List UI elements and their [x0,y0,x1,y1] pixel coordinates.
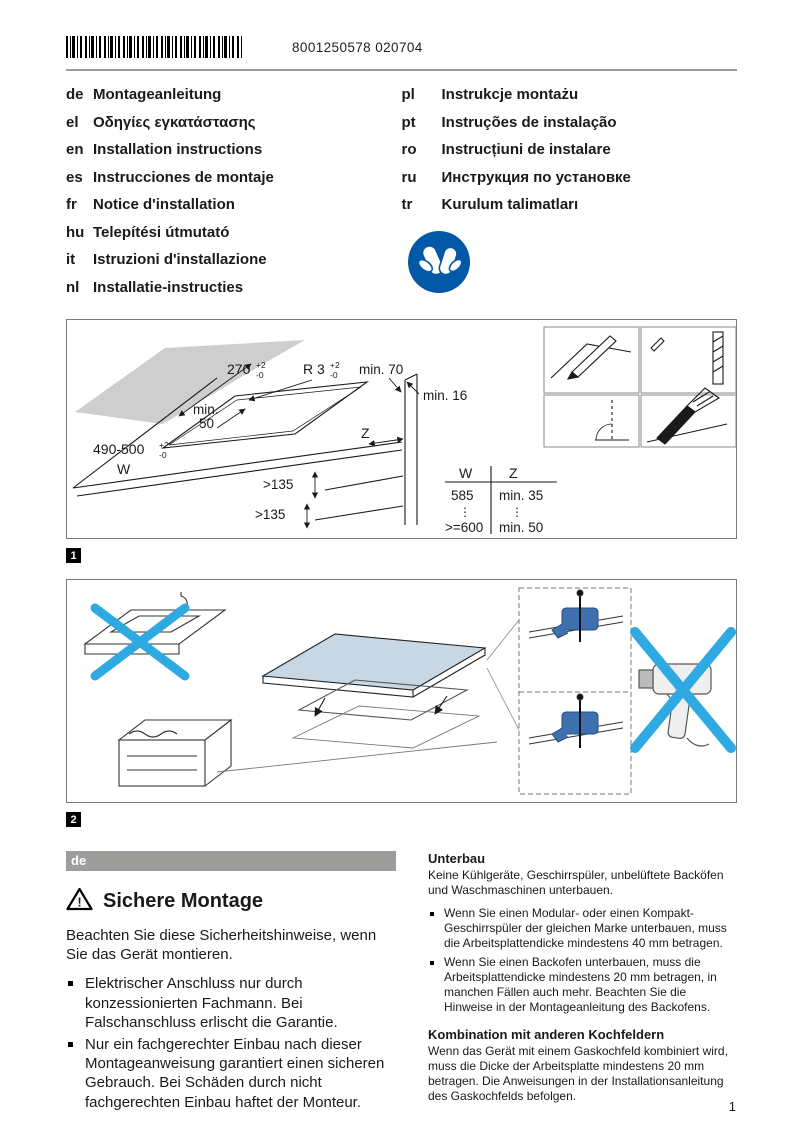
dim-gt135-b: >135 [255,507,286,522]
section-heading [66,887,396,916]
lang-label: Notice d'installation [93,196,235,214]
unterbau-intro: Keine Kühlgeräte, Geschirrspüler, unbelüftete Backöfen und Waschmaschinen unterbauen. [428,868,724,898]
kombination-heading: Kombination mit anderen Kochfeldern [428,1026,665,1042]
lang-label: Installatie-instructies [93,278,244,296]
table-dots-w: ⋮ [459,505,471,519]
lang-code: de [66,86,84,104]
table-cell-585: 585 [451,488,474,503]
unterbau-bullet-list [428,906,737,1015]
hob-icon [217,634,497,772]
safety-bullet-list [66,974,396,1111]
language-row-de [66,81,402,109]
bullet-text: Nur ein fachgerechter Einbau nach dieser Montageanweisung garantiert einen sicheren Gebrauch. Bei Schäden durch nicht fachgerechten Einbau haftet der Monteur. [85,1035,385,1111]
lang-code: nl [66,278,80,296]
dim-z-label: Z [361,425,370,441]
language-row-ru [402,164,738,192]
instruction-columns [66,851,737,1115]
sink-icon [85,592,225,654]
figure2-number: 2 [66,812,81,827]
column-unterbau [428,851,737,1115]
lang-code: tr [401,196,413,214]
dim-radius-tol-sub: -0 [330,370,338,380]
lang-label: Installation instructions [93,141,263,159]
bullet-text: Elektrischer Anschluss nur durch konzessionierten Fachmann. Bei Falschanschluss erlischt die Garantie. [85,975,338,1031]
language-row-tr [402,191,738,219]
bullet-text: Wenn Sie einen Backofen unterbauen, muss die Arbeitsplattendicke mindestens 20 mm betragen, in manchen Fällen auch mehr. Beachten Sie die Hinweise in der Montageanleitung des Backofens. [444,954,717,1014]
language-row-pt [402,109,738,137]
dim-270-tol-sup: +2 [256,360,266,370]
dim-radius: R 3 [303,361,325,377]
figure1-number: 1 [66,548,81,563]
lang-label: Kurulum talimatları [441,196,579,214]
barcode-image [66,36,242,58]
language-row-es [66,164,402,192]
language-list [66,81,737,301]
drawer-icon [119,720,231,786]
bullet-square [68,1042,73,1047]
list-item [428,906,737,951]
dim-gt135-a: >135 [263,477,294,492]
lang-code: hu [66,223,85,241]
dim-490-tol-sub: -0 [159,450,167,460]
table-cell-min50: min. 50 [499,520,544,535]
drill-bit-icon [651,332,723,384]
svg-text:!: ! [77,894,82,910]
sealing-brush-icon [647,388,727,444]
language-tag-bar: de [66,851,396,871]
column-safety [66,851,396,1115]
figure-cutout-dimensions [66,319,737,539]
lang-code: en [66,141,84,159]
prohibited-x-sink-icon [95,608,185,676]
lang-code: pt [401,113,416,131]
table-cell-600: >=600 [445,520,484,535]
table-dots-z: ⋮ [511,505,523,519]
lang-code: ru [401,168,417,186]
lang-label: Instrucțiuni de instalare [441,141,611,159]
page-number: 1 [728,1099,736,1114]
table-header-z: Z [509,465,518,481]
header-divider [66,69,737,71]
lang-code: ro [401,141,417,159]
language-row-en [66,136,402,164]
dim-w-label: W [117,461,131,477]
bullet-text: Wenn Sie einen Modular- oder einen Kompakt-Geschirrspüler der gleichen Marke unterbauen, muss die Arbeitsplattendicke mindestens 40 mm betragen. [444,906,727,951]
kombination-text: Wenn das Gerät mit einem Gaskochfeld kombiniert wird, muss die Dicke der Arbeitsplatte mindestens 20 mm betragen. Die Anweisungen in der Installationsanleitung des Gaskochfelds befolgen. [428,1043,728,1104]
clamp-detail [487,588,631,794]
lang-code: es [66,168,83,186]
language-row-hu [66,219,402,247]
section-title: Sichere Montage [103,890,264,912]
warning-icon [66,887,93,916]
dim-min-50-a: min. [193,402,219,417]
dim-490-tol-sup: +2 [159,440,169,450]
lang-label: Instruções de instalação [441,113,617,131]
pencil-marking-icon [551,336,631,379]
lang-label: Montageanleitung [93,86,222,104]
lang-code: fr [66,196,77,214]
barcode-number: 8001250578 020704 [292,39,423,55]
language-column-right [402,81,738,301]
wear-gloves-icon [406,229,738,300]
dim-490-500: 490-500 [93,441,145,457]
list-item [66,974,396,1032]
safety-intro: Beachten Sie diese Sicherheitshinweise, wenn Sie das Gerät montieren. [66,927,377,964]
list-item [66,1035,396,1112]
unterbau-heading: Unterbau [428,851,486,866]
table-header-w: W [459,465,473,481]
bullet-square [430,912,434,916]
wz-table [445,465,557,535]
lang-label: Telepítési útmutató [93,223,230,241]
lang-label: Istruzioni d'installazione [93,251,267,269]
bullet-square [430,961,434,965]
language-row-ro [402,136,738,164]
dim-min-16: min. 16 [423,388,468,403]
dim-radius-tol-sup: +2 [330,360,340,370]
dim-270-tol-sub: -0 [256,370,264,380]
right-angle-icon [595,400,629,440]
lang-label: Οδηγίες εγκατάστασης [93,113,256,131]
language-row-pl [402,81,738,109]
language-row-fr [66,191,402,219]
dim-270: 270 [227,361,251,377]
language-column-left [66,81,402,301]
header [66,36,737,58]
bullet-square [68,981,73,986]
language-row-nl [66,274,402,302]
dim-min-50-b: 50 [199,416,215,431]
table-cell-min35: min. 35 [499,488,544,503]
lang-code: pl [401,86,415,104]
lang-label: Instrukcje montażu [441,86,579,104]
figure-installation [66,579,737,803]
language-row-el [66,109,402,137]
list-item [428,955,737,1015]
lang-label: Инструкция по установке [441,168,631,186]
lang-label: Instrucciones de montaje [93,168,274,186]
lang-code: it [66,251,76,269]
lang-code: el [66,113,79,131]
dim-min-70: min. 70 [359,362,404,377]
language-row-it [66,246,402,274]
